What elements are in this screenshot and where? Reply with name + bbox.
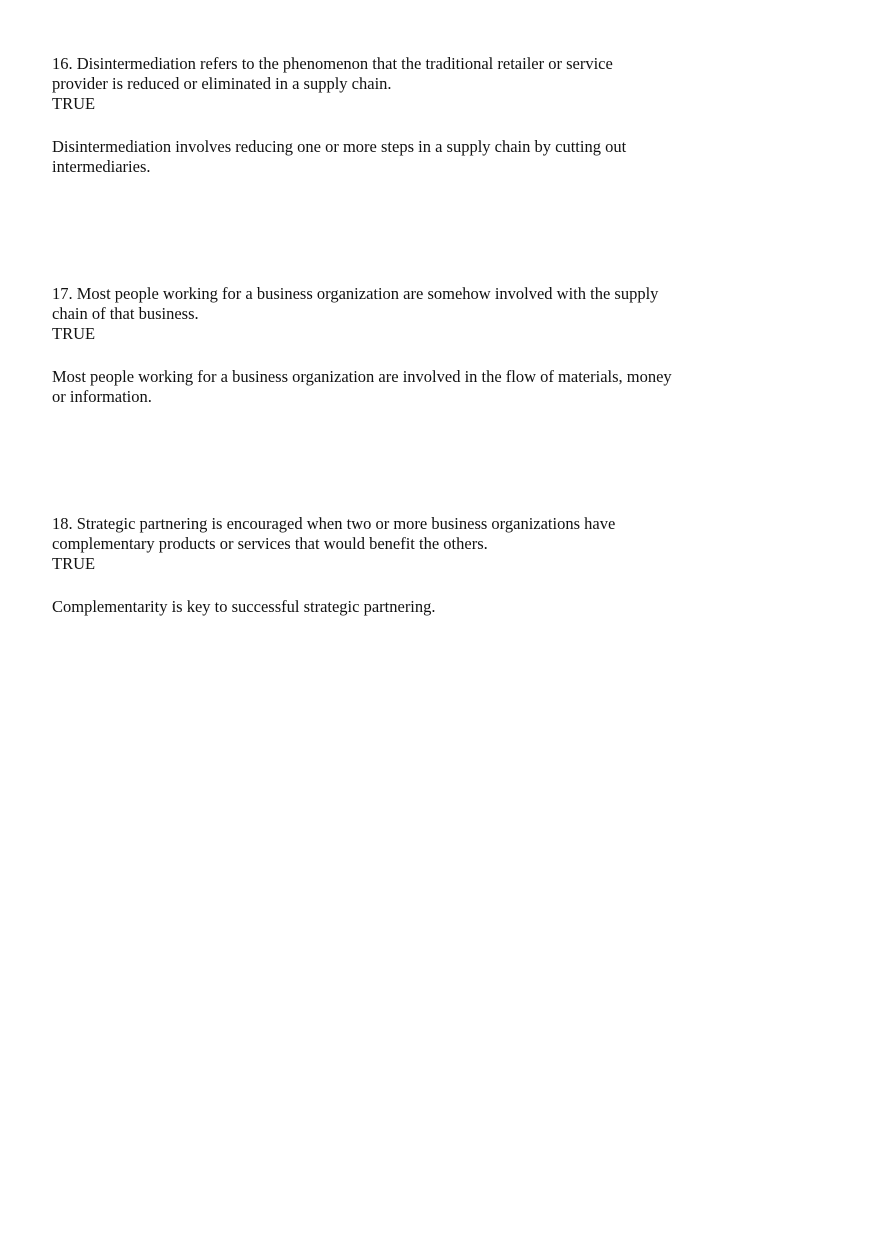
question-prompt: 18. Strategic partnering is encouraged when two or more business organizations have complementary products or services that would benefit the others. (52, 514, 616, 553)
question-18 (52, 514, 672, 617)
question-17 (52, 284, 672, 407)
question-answer: TRUE (52, 554, 96, 573)
question-prompt: 17. Most people working for a business organization are somehow involved with the supply chain of that business. (52, 284, 659, 323)
question-answer: TRUE (52, 94, 96, 113)
question-answer: TRUE (52, 324, 96, 343)
question-explanation: Disintermediation involves reducing one or more steps in a supply chain by cutting out intermediaries. (52, 137, 627, 176)
question-explanation: Most people working for a business organization are involved in the flow of materials, money or information. (52, 367, 672, 406)
question-explanation: Complementarity is key to successful strategic partnering. (52, 597, 436, 616)
question-prompt: 16. Disintermediation refers to the phenomenon that the traditional retailer or service provider is reduced or eliminated in a supply chain. (52, 54, 613, 93)
question-16 (52, 54, 672, 177)
